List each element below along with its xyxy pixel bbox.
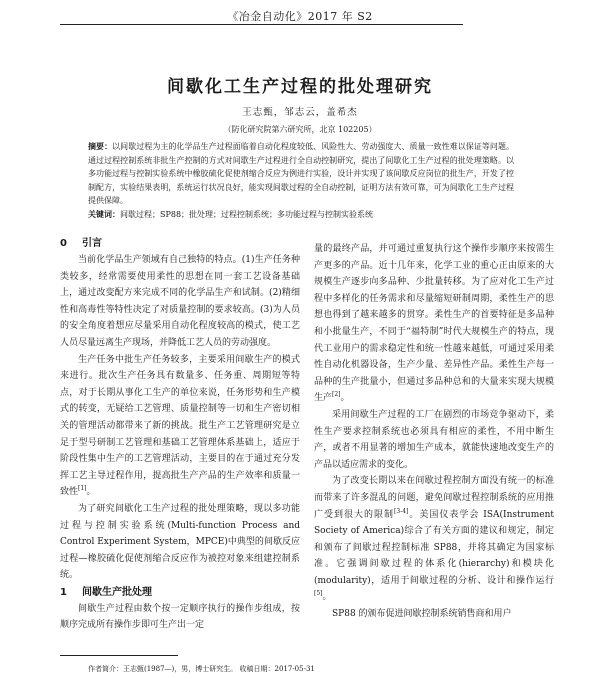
left-column bbox=[60, 235, 300, 634]
citation: [5] bbox=[314, 590, 323, 598]
abstract-label: 摘要： bbox=[88, 142, 113, 151]
paragraph: 为了研究间歇化工生产过程的批处理策略，现以多功能过程与控制实验系统(Multi-function Process and Control Experiment System，MPCE)中典型的间歇反应过程—橡胶硫化促使剂缩合反应作为被控对象来组建控制系统。 bbox=[60, 503, 300, 581]
article-authors: 王志甄，邹志云，盖希杰 bbox=[242, 107, 358, 118]
right-column bbox=[314, 241, 554, 623]
citation: [2] bbox=[332, 391, 341, 399]
running-head: 《冶金自动化》2017 年 S2 bbox=[227, 10, 373, 23]
footnote-rule bbox=[60, 655, 178, 656]
section-heading-batch bbox=[60, 584, 300, 601]
keywords-label: 关键词： bbox=[88, 209, 120, 219]
keywords-text: 间歇过程；SP88；批处理；过程控制系统；多功能过程与控制实验系统 bbox=[120, 209, 374, 219]
paragraph: 采用间歇生产过程的工厂在剧烈的市场竞争驱动下，柔性生产要求控制系统也必须具有相应的柔性，不用中断生产，或者不用显著的增加生产成本，就能快速地改变生产的产品以适应需求的变化。 bbox=[314, 409, 554, 470]
section-title: 间歇生产批处理 bbox=[82, 586, 152, 598]
paragraph bbox=[314, 473, 554, 606]
punctuation: 。 bbox=[322, 592, 332, 603]
paragraph bbox=[314, 241, 554, 407]
paragraph: SP88 的颁布促进间歇控制系统销售商和用户 bbox=[332, 609, 512, 620]
keywords bbox=[88, 208, 514, 222]
citation: [1] bbox=[78, 485, 87, 493]
punctuation: 。 bbox=[340, 393, 350, 404]
abstract-body bbox=[88, 140, 514, 208]
header-rule bbox=[60, 24, 463, 25]
paragraph: 当前化学品生产领域有自己独特的特点。(1)生产任务种类较多，经常需要使用柔性的思想在同一套工艺设备基础上，通过改变配方来完成不同的化学品生产和试制。(2)精细性和高毒性等特性决定了对质量控制的要求较高。(3)为人员的安全角度着想应尽量采用自动化程度较高的模式，使工艺人员尽量远离生产现场，并降低工艺人员的劳动强度。 bbox=[60, 255, 300, 348]
paragraph-text: 量的最终产品，并可通过重复执行这个操作步顺序来按需生产更多的产品。近十几年来，化学工业的重心正由原来的大规模生产逐步向多品种、少批量转移。为了应对化工生产过程中多样化的任务需求和尽量缩短研制周期，柔性生产的思想也得到了越来越多的贯穿。柔性生产的首要特征是多品种和小批量生产，不同于“福特制”时代大规模生产的特点，现代工业用户的需求稳定性和统一性越来越低，可通过采用柔性自动化机器设备，生产少量、差异性产品。柔性生产每一品种的生产批量小，但通过多品种总和的大量来实现大规模生产 bbox=[314, 244, 554, 404]
paragraph-text: 。美国仪表学会 ISA(Instrument Society of America)综合了有关方面的建议和规定，制定和颁布了间歇过程控制标准 SP88，并将其确定为国家标准。它强调间歇过程的体系化(hierarchy)和模块化(modularity)，适用于间歇过程的分析、设计和操作运行 bbox=[314, 509, 554, 586]
punctuation: 。 bbox=[86, 487, 96, 498]
article-affiliation: （防化研究院第六研究所，北京 102205） bbox=[223, 125, 377, 134]
abstract bbox=[88, 140, 514, 222]
paragraph bbox=[60, 352, 300, 501]
article-title: 间歇化工生产过程的批处理研究 bbox=[167, 77, 433, 97]
section-heading-intro bbox=[60, 235, 300, 252]
abstract-text: 以间歇过程为主的化学品生产过程面临着自动化程度较低、风险性大、劳动强度大、质量一致性难以保证等问题。通过过程控制系统非批生产控制的方式对间歇生产过程进行全自动控制研究，提出了间歇化工生产过程的批处理策略。以多功能过程与控制实验系统中橡胶硫化促使剂缩合反应为例进行实验，设计并实现了该间歇反应岗位的批生产，开发了控制配方，实验结果表明，系统运行状况良好，能实现间歇过程的全自动控制，证明方法有效可靠，可为间歇化工生产过程提供保障。 bbox=[88, 142, 515, 206]
paragraph-text: 生产任务中批生产任务较多，主要采用间歇生产的模式来进行。批次生产任务具有数量多、任务重、周期短等特点，对于长期从事化工生产的单位来说，任务形势和生产模式的转变，无疑给工艺管理、质量控制等一切和生产密切相关的管理活动都带来了新的挑战。批生产工艺管理研究是立足于型号研制工艺管理和基础工艺管理体系基础上，适应于阶段性集中生产的工艺管理活动，主要目的在于通过充分发挥工艺主导过程作用，提高批生产产品的生产效率和质量一致性 bbox=[60, 354, 300, 498]
citation: [3-4] bbox=[394, 507, 409, 515]
paragraph: 间歇生产过程由数个按一定顺序执行的操作步组成，按顺序完成所有操作步即可生产出一定 bbox=[60, 603, 300, 631]
section-number: 1 bbox=[60, 586, 67, 598]
section-number: 0 bbox=[60, 238, 67, 249]
author-footnote: 作者简介：王志甄(1987—)，男，博士研究生。 收稿日期：2017-05-31 bbox=[88, 665, 315, 673]
paragraph-text: 为了改变长期以来在间歇过程控制方面没有统一的标准而带来了许多混乱的问题，避免间歇过程控制系统的应用推广受到很大的限制 bbox=[314, 476, 554, 520]
section-title: 引言 bbox=[82, 238, 102, 249]
